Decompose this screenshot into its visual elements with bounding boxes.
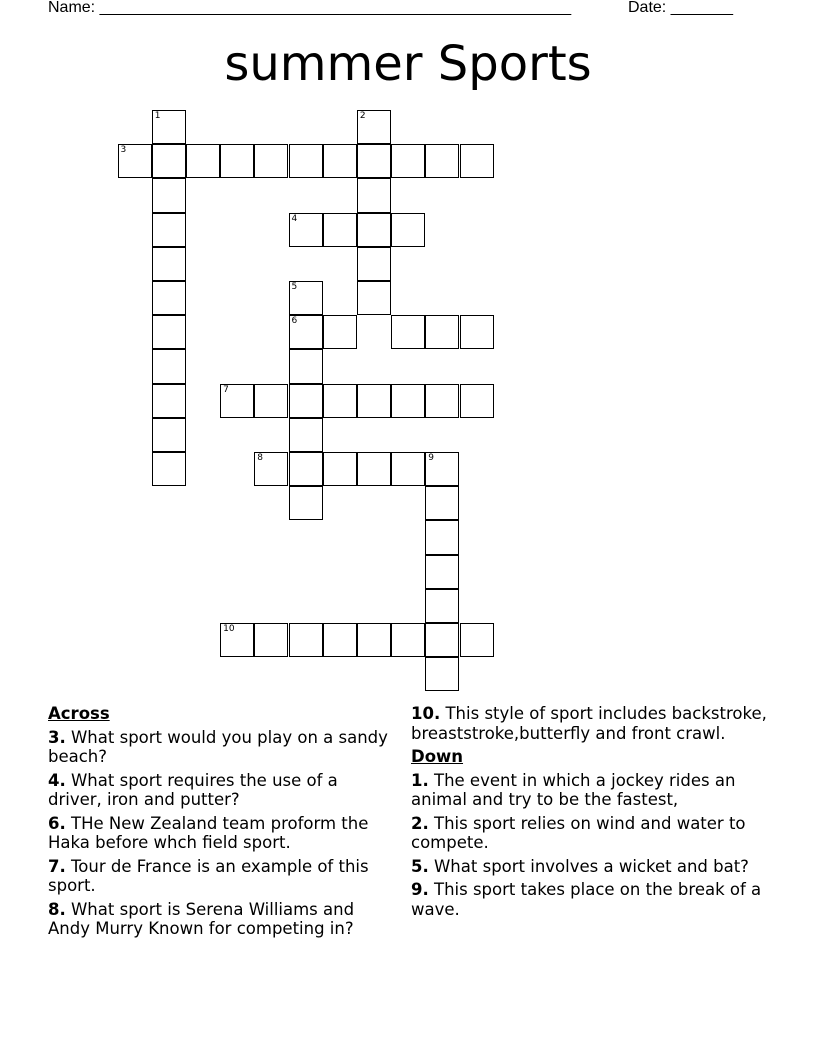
grid-cell[interactable]: [289, 486, 323, 520]
cell-number: 5: [291, 282, 298, 292]
grid-cell[interactable]: [220, 384, 254, 418]
grid-cell[interactable]: [186, 144, 220, 178]
clue-text: What sport involves a wicket and bat?: [428, 856, 749, 876]
clue-number: 10.: [411, 704, 441, 723]
clue-number: 9.: [411, 880, 429, 899]
grid-cell[interactable]: [152, 110, 186, 144]
clue-number: 4.: [48, 770, 66, 790]
grid-cell[interactable]: [323, 144, 357, 178]
grid-cell[interactable]: [289, 349, 323, 383]
clue-number: 1.: [411, 770, 429, 790]
grid-cell[interactable]: [460, 384, 494, 418]
grid-cell[interactable]: [425, 384, 459, 418]
grid-cell[interactable]: [152, 315, 186, 349]
grid-cell[interactable]: [425, 144, 459, 178]
down-clue-list: [411, 771, 771, 920]
grid-cell[interactable]: [357, 178, 391, 212]
grid-cell[interactable]: [391, 384, 425, 418]
grid-cell[interactable]: [357, 144, 391, 178]
cell-number: 6: [291, 316, 298, 327]
grid-cell[interactable]: [152, 247, 186, 281]
grid-cell[interactable]: [460, 623, 494, 657]
clue-number: 6.: [48, 813, 66, 833]
grid-cell[interactable]: [289, 315, 323, 349]
grid-cell[interactable]: [425, 623, 459, 657]
clue-number: 2.: [411, 813, 429, 833]
grid-cell[interactable]: [357, 110, 391, 144]
grid-cell[interactable]: [254, 452, 288, 486]
clue-text: This style of sport includes backstroke, breaststroke,butterfly and front crawl.: [411, 704, 767, 743]
grid-cell[interactable]: [460, 144, 494, 178]
grid-cell[interactable]: [323, 384, 357, 418]
grid-cell[interactable]: [289, 623, 323, 657]
grid-cell[interactable]: [425, 452, 459, 486]
across-heading: Across: [48, 704, 110, 723]
cell-number: 8: [257, 453, 264, 463]
across-clue-list-continued: [411, 704, 771, 743]
cell-number: 4: [291, 213, 298, 224]
cell-number: 7: [223, 384, 229, 395]
grid-cell[interactable]: [391, 315, 425, 349]
clue-text: This sport takes place on the break of a wave.: [411, 880, 762, 919]
across-clue-list: [48, 728, 388, 939]
grid-cell[interactable]: [357, 384, 391, 418]
grid-cell[interactable]: [220, 144, 254, 178]
clue-text: What sport is Serena Williams and Andy Murry Known for competing in?: [48, 899, 355, 938]
clue-item: [411, 814, 771, 853]
grid-cell[interactable]: [391, 623, 425, 657]
grid-cell[interactable]: [460, 315, 494, 349]
grid-cell[interactable]: [425, 315, 459, 349]
page-title: summer Sports: [224, 36, 592, 92]
grid-cell[interactable]: [391, 144, 425, 178]
grid-cell[interactable]: [357, 213, 391, 247]
grid-cell[interactable]: [152, 452, 186, 486]
clue-text: What sport requires the use of a driver, iron and putter?: [48, 770, 338, 809]
grid-cell[interactable]: [220, 623, 254, 657]
grid-cell[interactable]: [391, 213, 425, 247]
cell-number: 3: [120, 145, 127, 156]
clues-right-column: [411, 704, 771, 923]
clue-number: 8.: [48, 899, 66, 919]
clue-item: [411, 704, 771, 743]
grid-cell[interactable]: [152, 213, 186, 247]
grid-cell[interactable]: [323, 452, 357, 486]
grid-cell[interactable]: [357, 623, 391, 657]
grid-cell[interactable]: [254, 623, 288, 657]
name-field-label: Name: _____________________________________________________: [48, 0, 572, 16]
grid-cell[interactable]: [425, 486, 459, 520]
clues-left-column: [48, 704, 388, 943]
grid-cell[interactable]: [357, 247, 391, 281]
clue-item: [48, 771, 388, 810]
grid-cell[interactable]: [152, 281, 186, 315]
clue-number: 7.: [48, 856, 66, 876]
clue-text: Tour de France is an example of this sport.: [48, 856, 369, 895]
grid-cell[interactable]: [152, 349, 186, 383]
clue-item: [411, 771, 771, 810]
grid-cell[interactable]: [289, 144, 323, 178]
grid-cell[interactable]: [152, 178, 186, 212]
grid-cell[interactable]: [118, 144, 152, 178]
clue-text: THe New Zealand team proform the Haka before whch field sport.: [48, 813, 369, 852]
grid-cell[interactable]: [323, 623, 357, 657]
grid-cell[interactable]: [425, 520, 459, 554]
grid-cell[interactable]: [289, 452, 323, 486]
clue-item: [48, 900, 388, 939]
grid-cell[interactable]: [289, 418, 323, 452]
cell-number: 9: [428, 453, 435, 463]
clue-number: 5.: [411, 856, 429, 876]
grid-cell[interactable]: [289, 213, 323, 247]
clue-item: [411, 857, 771, 877]
date-field-label: Date: _______: [628, 0, 733, 16]
grid-cell[interactable]: [323, 315, 357, 349]
down-heading: Down: [411, 747, 464, 766]
grid-cell[interactable]: [289, 281, 323, 315]
grid-cell[interactable]: [254, 384, 288, 418]
cell-number: 1: [154, 111, 161, 121]
cell-number: 2: [359, 111, 366, 121]
clue-item: [48, 857, 388, 896]
grid-cell[interactable]: [425, 555, 459, 589]
grid-cell[interactable]: [425, 657, 459, 691]
grid-cell[interactable]: [391, 452, 425, 486]
grid-cell[interactable]: [152, 384, 186, 418]
grid-cell[interactable]: [357, 281, 391, 315]
grid-cell[interactable]: [152, 144, 186, 178]
clue-text: The event in which a jockey rides an animal and try to be the fastest,: [411, 770, 736, 809]
grid-cell[interactable]: [323, 213, 357, 247]
clue-item: [411, 880, 771, 919]
grid-cell[interactable]: [357, 452, 391, 486]
grid-cell[interactable]: [152, 418, 186, 452]
clue-text: This sport relies on wind and water to compete.: [411, 813, 746, 852]
grid-cell[interactable]: [254, 144, 288, 178]
grid-cell[interactable]: [425, 589, 459, 623]
clue-item: [48, 728, 388, 767]
clue-number: 3.: [48, 727, 66, 747]
clue-text: What sport would you play on a sandy beach?: [48, 727, 388, 766]
cell-number: 10: [223, 624, 235, 634]
clue-item: [48, 814, 388, 853]
grid-cell[interactable]: [289, 384, 323, 418]
